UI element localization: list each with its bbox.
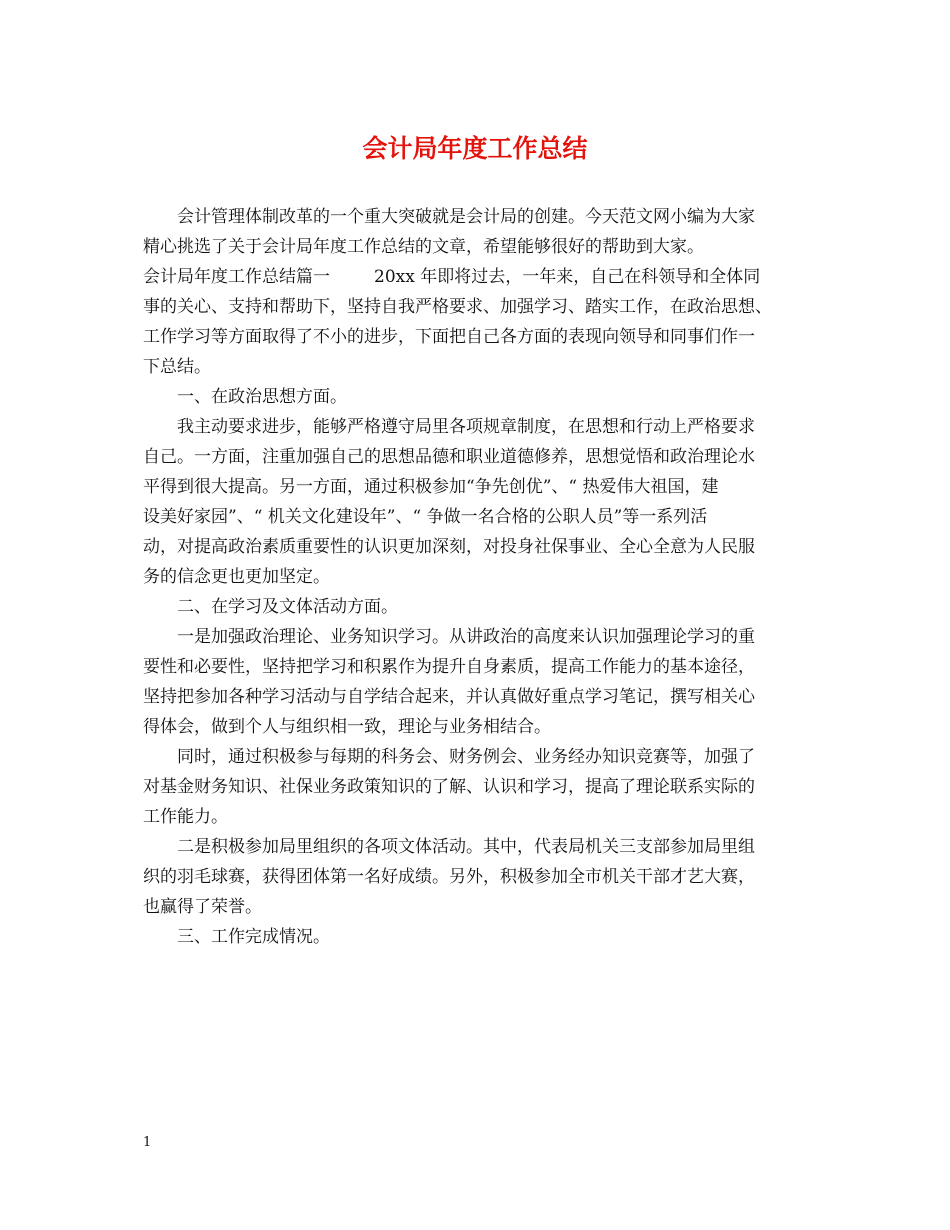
paragraph-line: 工作学习等方面取得了不小的进步，下面把自己各方面的表现向领导和同事们作一 [143, 327, 755, 347]
paragraph-line: 坚持把参加各种学习活动与自学结合起来，并认真做好重点学习笔记，撰写相关心 [143, 687, 755, 707]
paragraph-line: 也赢得了荣誉。 [143, 897, 262, 917]
document-body [143, 202, 823, 952]
paragraph-line: 要性和必要性，坚持把学习和积累作为提升自身素质，提高工作能力的基本途径， [143, 657, 755, 677]
section-heading: 会计局年度工作总结篇一 [143, 267, 330, 287]
paragraph-line: 设美好家园”、“ 机关文化建设年”、“ 争做一名合格的公职人员”等一系列活 [143, 507, 708, 527]
paragraph-line: 下总结。 [143, 357, 211, 377]
paragraph-line: 务的信念更也更加坚定。 [143, 567, 330, 587]
section-heading: 三、工作完成情况。 [177, 927, 330, 947]
paragraph-line: 我主动要求进步，能够严格遵守局里各项规章制度，在思想和行动上严格要求 [177, 417, 755, 437]
page-number: 1 [143, 1135, 152, 1150]
paragraph-line: 会计管理体制改革的一个重大突破就是会计局的创建。今天范文网小编为大家 [177, 207, 755, 227]
paragraph-line: 得体会，做到个人与组织相一致，理论与业务相结合。 [143, 717, 551, 737]
paragraph-line: 精心挑选了关于会计局年度工作总结的文章，希望能够很好的帮助到大家。 [143, 237, 704, 257]
paragraph-line: 事的关心、支持和帮助下，坚持自我严格要求、加强学习、踏实工作，在政治思想、 [143, 297, 772, 317]
paragraph-line: 一是加强政治理论、业务知识学习。从讲政治的高度来认识加强理论学习的重 [177, 627, 755, 647]
paragraph-line: 动，对提高政治素质重要性的认识更加深刻，对投身社保事业、全心全意为人民服 [143, 537, 755, 557]
section-heading: 二、在学习及文体活动方面。 [177, 597, 398, 617]
paragraph-line: 平得到很大提高。另一方面，通过积极参加“争先创优”、“ 热爱伟大祖国，建 [143, 477, 719, 497]
section-heading: 一、在政治思想方面。 [177, 387, 347, 407]
paragraph-line: 织的羽毛球赛，获得团体第一名好成绩。另外，积极参加全市机关干部才艺大赛， [143, 867, 755, 887]
paragraph-line: 二是积极参加局里组织的各项文体活动。其中，代表局机关三支部参加局里组 [177, 837, 755, 857]
paragraph-line: 同时，通过积极参与每期的科务会、财务例会、业务经办知识竞赛等，加强了 [177, 747, 755, 767]
paragraph-line: 工作能力。 [143, 807, 228, 827]
paragraph-text: 20xx 年即将过去，一年来，自己在科领导和全体同 [374, 267, 761, 287]
document-title: 会计局年度工作总结 [362, 134, 588, 163]
paragraph-line: 自己。一方面，注重加强自己的思想品德和职业道德修养，思想觉悟和政治理论水 [143, 447, 755, 467]
paragraph-line: 对基金财务知识、社保业务政策知识的了解、认识和学习，提高了理论联系实际的 [143, 777, 755, 797]
paragraph-line [143, 262, 823, 292]
